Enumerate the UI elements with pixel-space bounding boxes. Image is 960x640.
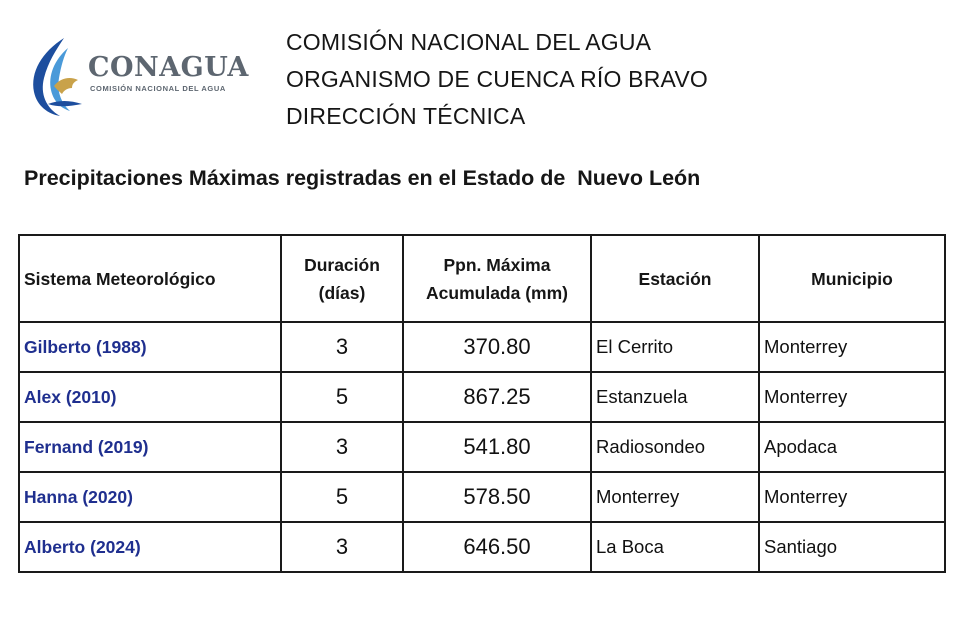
cell-municipio: Monterrey — [759, 472, 945, 522]
cell-duracion: 3 — [281, 422, 403, 472]
cell-municipio: Apodaca — [759, 422, 945, 472]
table-row — [19, 372, 945, 422]
cell-sistema: Hanna (2020) — [19, 472, 281, 522]
column-header-municipio: Municipio — [759, 235, 945, 322]
document-header — [286, 24, 708, 135]
table-row — [19, 322, 945, 372]
precipitation-table — [18, 234, 946, 573]
cell-sistema: Alex (2010) — [19, 372, 281, 422]
column-header-ppn — [403, 235, 591, 322]
cell-estacion: Radiosondeo — [591, 422, 759, 472]
cell-ppn: 578.50 — [403, 472, 591, 522]
logo-wordmark: CONAGUA — [88, 52, 249, 83]
cell-estacion: El Cerrito — [591, 322, 759, 372]
cell-estacion: Monterrey — [591, 472, 759, 522]
table-header-row — [19, 235, 945, 322]
table-row — [19, 422, 945, 472]
logo-subtitle: COMISIÓN NACIONAL DEL AGUA — [90, 84, 226, 93]
cell-duracion: 3 — [281, 322, 403, 372]
conagua-logo — [24, 34, 254, 120]
cell-municipio: Santiago — [759, 522, 945, 572]
column-header-duracion-line2: (días) — [318, 282, 366, 303]
cell-ppn: 370.80 — [403, 322, 591, 372]
table-row — [19, 522, 945, 572]
cell-ppn: 646.50 — [403, 522, 591, 572]
page-title: Precipitaciones Máximas registradas en el Estado de Nuevo León — [24, 166, 701, 190]
conagua-emblem-icon — [24, 34, 86, 120]
cell-estacion: Estanzuela — [591, 372, 759, 422]
cell-municipio: Monterrey — [759, 322, 945, 372]
cell-estacion: La Boca — [591, 522, 759, 572]
column-header-duracion — [281, 235, 403, 322]
column-header-ppn-line2: Acumulada (mm) — [426, 282, 568, 303]
header-line-1: COMISIÓN NACIONAL DEL AGUA — [286, 29, 652, 55]
column-header-duracion-line1: Duración — [304, 254, 380, 275]
header-line-2: ORGANISMO DE CUENCA RÍO BRAVO — [286, 66, 708, 92]
cell-duracion: 3 — [281, 522, 403, 572]
table-row — [19, 472, 945, 522]
column-header-ppn-line1: Ppn. Máxima — [443, 254, 551, 275]
cell-sistema: Fernand (2019) — [19, 422, 281, 472]
cell-ppn: 867.25 — [403, 372, 591, 422]
cell-duracion: 5 — [281, 372, 403, 422]
column-header-sistema: Sistema Meteorológico — [19, 235, 281, 322]
cell-duracion: 5 — [281, 472, 403, 522]
cell-sistema: Alberto (2024) — [19, 522, 281, 572]
header-line-3: DIRECCIÓN TÉCNICA — [286, 103, 526, 129]
cell-ppn: 541.80 — [403, 422, 591, 472]
cell-municipio: Monterrey — [759, 372, 945, 422]
column-header-estacion: Estación — [591, 235, 759, 322]
cell-sistema: Gilberto (1988) — [19, 322, 281, 372]
